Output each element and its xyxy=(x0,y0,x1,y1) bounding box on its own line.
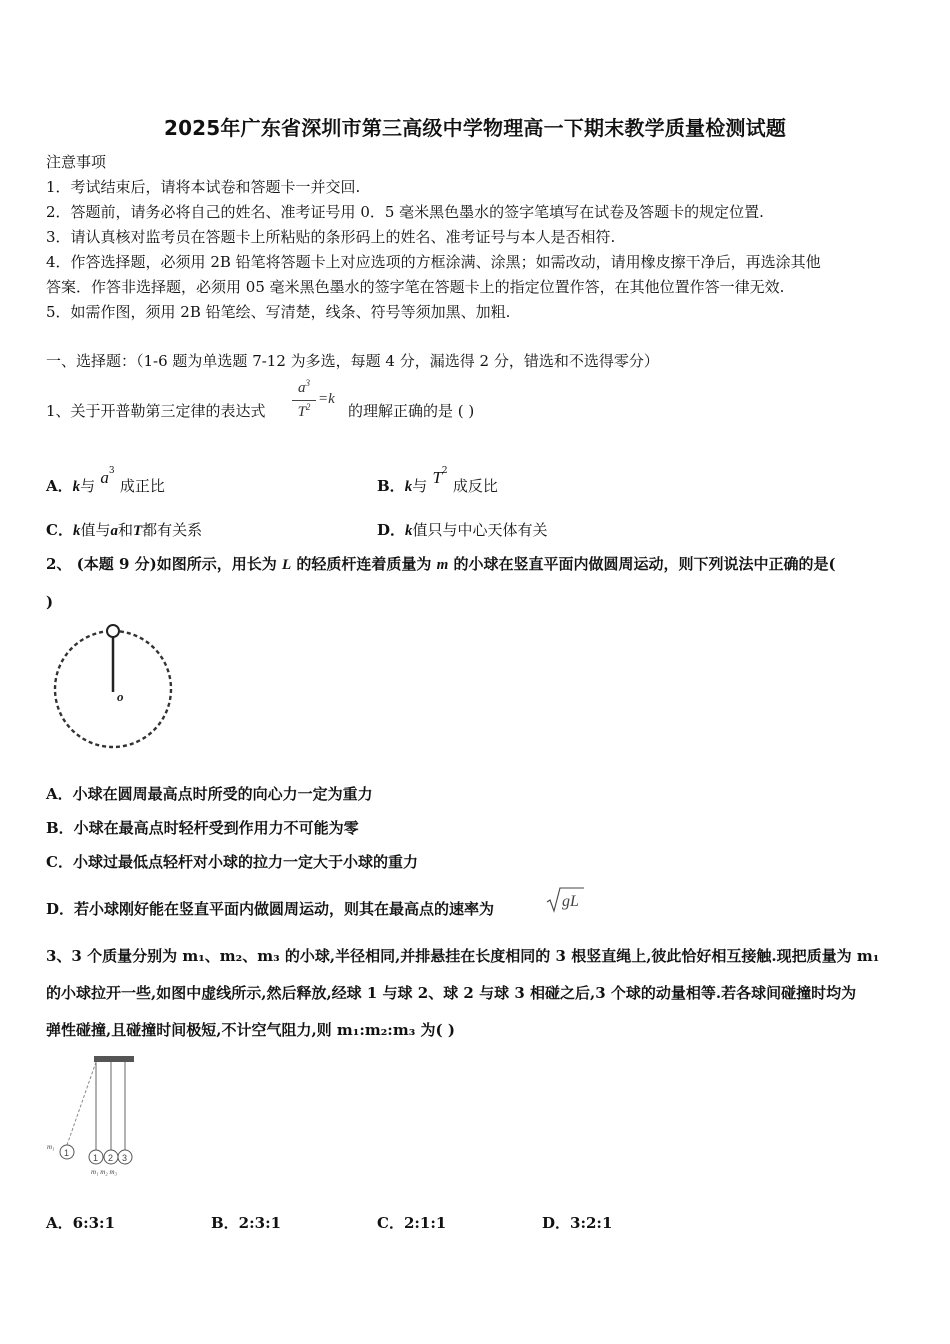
q1-formula-rhs: =k xyxy=(318,391,335,407)
q2-stem-close: ) xyxy=(46,593,54,611)
notice-item: 答案．作答非选择题，必须用 05 毫米黑色墨水的签字笔在答题卡上的指定位置作答，在其他位置作答一律无效. xyxy=(46,278,785,296)
q2-stem: 2、 (本题 9 分)如图所示，用长为 L 的轻质杆连着质量为 m 的小球在竖直平面内做圆周运动，则下列说法中正确的是( xyxy=(46,555,836,573)
notice-item: 2．答题前，请务必将自己的姓名、准考证号用 0．5 毫米黑色墨水的签字笔填写在试卷及答题卡的规定位置. xyxy=(46,203,764,221)
q3-option-a: A．6:3:1 xyxy=(46,1214,116,1232)
displaced-ball-label: m₁ xyxy=(47,1143,55,1151)
ball-3-number: 3 xyxy=(122,1153,128,1163)
ball-2-number: 2 xyxy=(108,1153,114,1163)
q1-formula-denominator: $T^2$ xyxy=(297,402,311,420)
ball-mass-labels: m₁ m₂ m₃ xyxy=(91,1168,117,1176)
ball-1-number: 1 xyxy=(93,1153,99,1163)
notice-item: 5．如需作图，须用 2B 铅笔绘、写清楚，线条、符号等须加黑、加粗. xyxy=(46,303,511,321)
q3-option-b: B．2:3:1 xyxy=(211,1214,282,1232)
q3-stem-line3: 弹性碰撞,且碰撞时间极短,不计空气阻力,则 m₁:m₂:m₃ 为( ) xyxy=(46,1021,455,1039)
q1-option-a: A．k与 $a^3$ 成正比 xyxy=(46,466,165,495)
ceiling-support xyxy=(94,1056,134,1062)
q3-pendulum-figure xyxy=(46,1052,138,1184)
notice-item: 1．考试结束后，请将本试卷和答题卡一并交回. xyxy=(46,178,361,196)
q1-option-c: C．k值与a和T都有关系 xyxy=(46,521,203,539)
page-title: 2025年广东省深圳市第三高级中学物理高一下期末教学质量检测试题 xyxy=(163,116,787,140)
center-label: o xyxy=(117,689,124,704)
notice-item: 4．作答选择题，必须用 2B 铅笔将答题卡上对应选项的方框涂满、涂黑；如需改动，请用橡皮擦干净后，再选涂其他 xyxy=(46,253,821,271)
q2-option-d: D．若小球刚好能在竖直平面内做圆周运动，则其在最高点的速率为 xyxy=(46,900,495,918)
q3-stem-line2: 的小球拉开一些,如图中虚线所示,然后释放,经球 1 与球 2、球 2 与球 3 相碰之后,3 个球的动量相等.若各球间碰撞时均为 xyxy=(46,984,857,1002)
displaced-string xyxy=(67,1062,96,1145)
q3-option-c: C．2:1:1 xyxy=(377,1214,447,1232)
q1-option-d: D．k值只与中心天体有关 xyxy=(377,521,548,539)
displaced-ball-number: 1 xyxy=(64,1148,70,1158)
notice-heading: 注意事项 xyxy=(46,153,107,171)
q1-formula-numerator: $a^3$ xyxy=(298,378,310,396)
q1-option-b: B．k与 $T^2$ 成反比 xyxy=(377,466,498,495)
q2-circle-figure xyxy=(46,620,182,752)
q2-option-b: B．小球在最高点时轻杆受到作用力不可能为零 xyxy=(46,819,359,837)
notice-item: 3．请认真核对监考员在答题卡上所粘贴的条形码上的姓名、准考证号与本人是否相符. xyxy=(46,228,616,246)
small-ball xyxy=(107,625,119,637)
q2-option-c: C．小球过最低点轻杆对小球的拉力一定大于小球的重力 xyxy=(46,853,418,871)
sqrt-gl xyxy=(546,885,586,915)
q3-option-d: D．3:2:1 xyxy=(542,1214,613,1232)
sqrt-gl-text: gL xyxy=(562,893,579,910)
q1-fraction-bar xyxy=(292,400,316,401)
q1-stem-after: 的理解正确的是 ( ) xyxy=(348,402,475,420)
section-heading: 一、选择题：（1-6 题为单选题 7-12 为多选，每题 4 分，漏选得 2 分，错选和不选得零分） xyxy=(46,352,659,370)
q3-stem-line1: 3、3 个质量分别为 m₁、m₂、m₃ 的小球,半径相同,并排悬挂在长度相同的 3 根竖直绳上,彼此恰好相互接触.现把质量为 m₁ xyxy=(46,947,880,965)
q2-option-a: A．小球在圆周最高点时所受的向心力一定为重力 xyxy=(46,785,373,803)
q1-stem-before: 1、关于开普勒第三定律的表达式 xyxy=(46,402,266,420)
